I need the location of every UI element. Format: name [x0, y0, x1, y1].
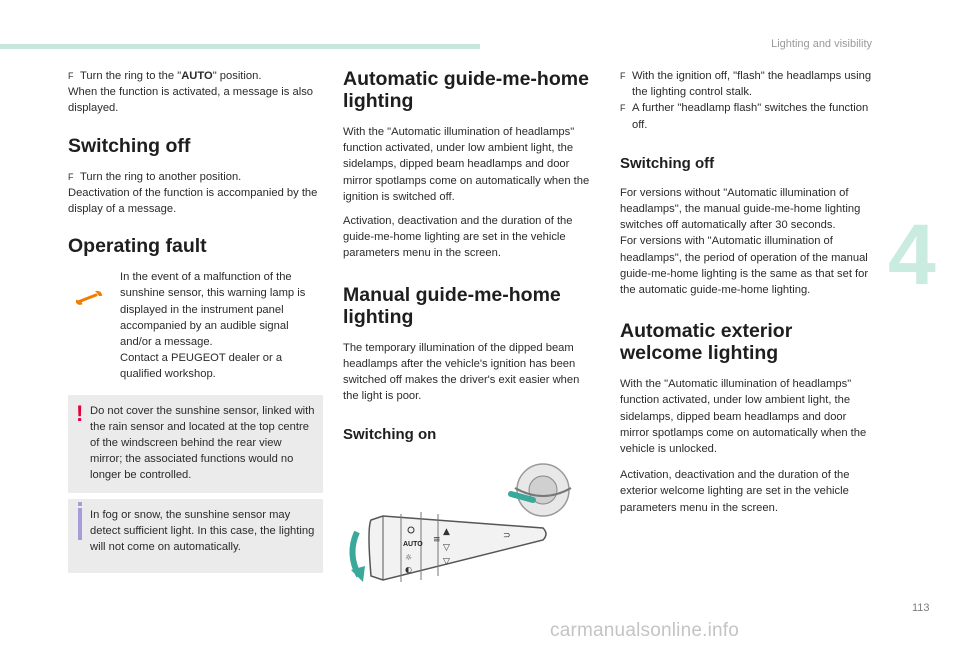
- automatic-exterior-welcome-heading: Automatic exterior welcome lighting: [620, 320, 793, 365]
- info-note: In fog or snow, the sunshine sensor may detect sufficient light. In this case, the lighting will not come on automatically.: [68, 499, 323, 573]
- switching-off-text-2: For versions with "Automatic illumination of headlamps", the period of operation of the manual guide-me-home lighting is the same as that set for the automatic guide-me-home lighting.: [620, 235, 869, 297]
- automatic-guide-me-home-text-1: With the "Automatic illumination of headlamps" function activated, under low ambient light, the sidelamps, dipped beam headlamps and door mirror spotlamps come on automatically when the ignition is switched off.: [343, 126, 590, 203]
- fault-contact-text: Contact a PEUGEOT dealer or a qualified workshop.: [120, 352, 283, 381]
- warning-note: ! Do not cover the sunshine sensor, linked with the rain sensor and located at the top centre of the windscreen behind the rear view mirror; the associated functions would no longer be controlled.: [68, 395, 323, 493]
- lighting-stalk-illustration: [343, 458, 598, 603]
- column-3: [620, 68, 875, 524]
- svg-text:☼: ☼: [405, 553, 413, 563]
- column-1: [68, 68, 323, 573]
- svg-text:▽: ▽: [443, 557, 450, 568]
- operating-fault-block: [68, 269, 323, 382]
- automatic-guide-me-home-text-2: Activation, deactivation and the duration of the guide-me-home lighting are set in the vehicle parameters menu in the screen.: [343, 215, 573, 260]
- svg-text:▲: ▲: [443, 527, 450, 538]
- switching-off-text: Deactivation of the function is accompanied by the display of a message.: [68, 186, 318, 216]
- svg-text:≡: ≡: [433, 535, 441, 546]
- manual-guide-me-home-text: The temporary illumination of the dipped beam headlamps after the vehicle's ignition has been switched off makes the driver's exit easier when the light is poor.: [343, 341, 580, 403]
- svg-text:▽: ▽: [443, 543, 450, 554]
- svg-text:◐: ◐: [405, 565, 412, 575]
- auto-intro-text: When the function is activated, a message is also displayed.: [68, 86, 314, 115]
- section-title: Lighting and visibility: [771, 38, 872, 50]
- switching-off-heading-2: Switching off: [620, 154, 715, 172]
- fault-text: In the event of a malfunction of the sunshine sensor, this warning lamp is displayed in the instrument panel accompanied by an audible signal and/or a message.: [120, 271, 306, 349]
- switching-on-heading: Switching on: [343, 426, 437, 444]
- chapter-number: 4: [888, 207, 936, 303]
- switching-off-bullet: F Turn the ring to another position.: [68, 169, 323, 185]
- flash-headlamps-bullet: F With the ignition off, "flash" the headlamps using the lighting control stalk.: [620, 68, 875, 100]
- page-number: 113: [912, 602, 930, 614]
- switching-off-heading: Switching off: [68, 134, 191, 157]
- column-2: [343, 68, 596, 603]
- operating-fault-heading: Operating fault: [68, 235, 207, 258]
- wrench-warning-icon: [76, 289, 104, 305]
- watermark-text: carmanualsonline.info: [550, 620, 740, 641]
- info-icon: [78, 508, 82, 540]
- welcome-text-2: Activation, deactivation and the duration of the exterior welcome lighting are set in the vehicle parameters menu in the screen.: [620, 469, 850, 514]
- stalk-auto-label: AUTO: [403, 541, 423, 549]
- header-accent-bar: [0, 44, 480, 49]
- manual-guide-me-home-heading: Manual guide-me-home lighting: [343, 283, 561, 328]
- switching-off-text-1: For versions without "Automatic illumination of headlamps", the manual guide-me-home lighting switches off automatically after 30 seconds.: [620, 186, 861, 232]
- welcome-text-1: With the "Automatic illumination of headlamps" function activated, under low ambient light, the sidelamps, dipped beam headlamps and door mirror spotlamps come on automatically when the vehicle is unlocked.: [620, 378, 867, 456]
- exclamation-icon: !: [76, 400, 84, 426]
- svg-text:⊃: ⊃: [503, 531, 511, 542]
- auto-position-bullet: F Turn the ring to the "AUTO" position.: [68, 68, 323, 84]
- automatic-guide-me-home-heading: Automatic guide-me-home lighting: [343, 68, 589, 112]
- further-flash-bullet: F A further "headlamp flash" switches the function off.: [620, 100, 875, 132]
